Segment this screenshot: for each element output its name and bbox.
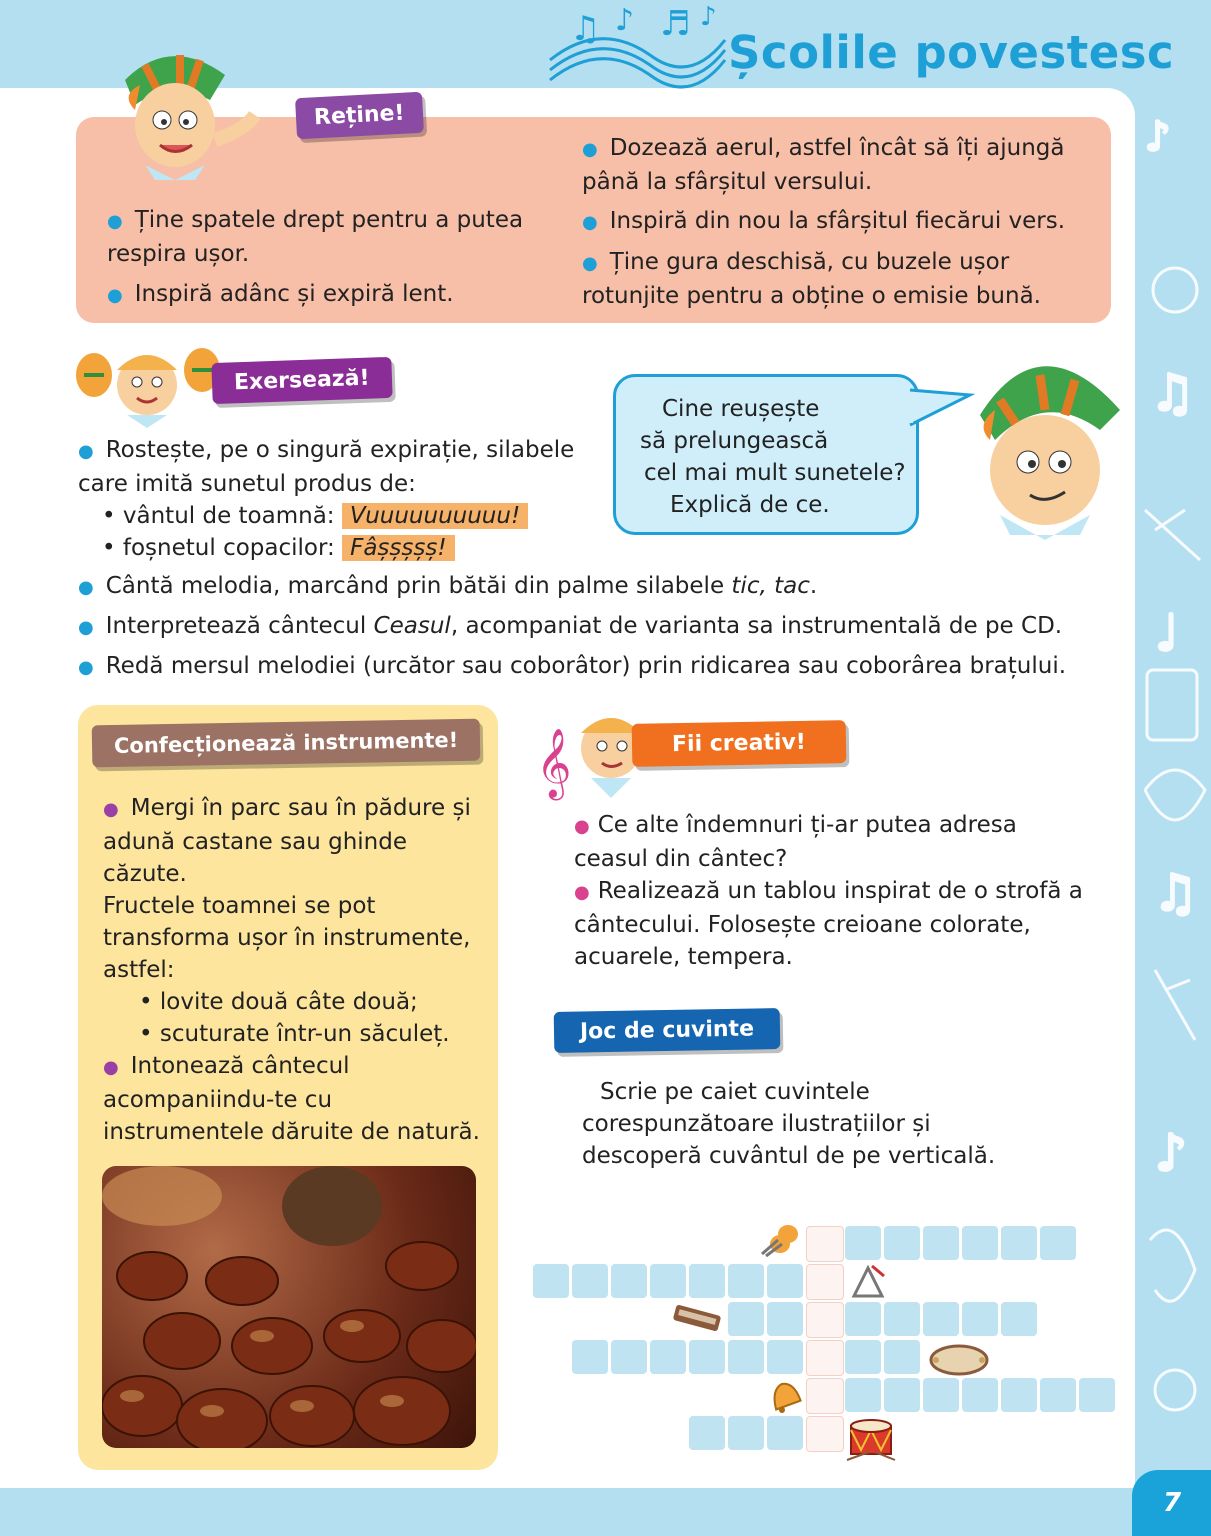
retine-right-list bbox=[582, 132, 1082, 312]
bell-icon bbox=[764, 1376, 804, 1416]
creativ-text bbox=[574, 809, 1094, 973]
drum-icon bbox=[845, 1414, 897, 1462]
retine-tag: Reține! bbox=[295, 92, 424, 140]
item-text: Cântă melodia, marcând prin bătăi din palme silabele bbox=[105, 573, 732, 599]
retine-right-item: ● Inspiră din nou la sfârșitul fiecărui vers. bbox=[582, 205, 1082, 239]
confectioneaza-p2: Fructele toamnei se pot transforma ușor în instrumente, astfel: bbox=[103, 893, 471, 983]
chestnuts-photo bbox=[102, 1166, 476, 1448]
speech-bubble bbox=[613, 374, 919, 535]
creativ-q2: ● Realizează un tablou inspirat de o strofă a cântecului. Folosește creioane colorate, acuarele, tempera. bbox=[574, 875, 1094, 973]
joc-line: corespunzătoare ilustrațiilor și bbox=[582, 1111, 931, 1137]
tambourine-icon bbox=[928, 1342, 990, 1378]
retine-left-list bbox=[107, 204, 537, 312]
joc-line: Scrie pe caiet cuvintele bbox=[600, 1079, 870, 1105]
exerseaza-intro: ● Rostește, pe o singură expirație, silabele care imită sunetul produs de: • vântul de toamnă: Vuuuuuuuuuu! • foșnetul copacilor: Fâșșșșș! bbox=[78, 434, 598, 564]
joc-tag: Joc de cuvinte bbox=[554, 1008, 781, 1053]
svg-text:𝄞: 𝄞 bbox=[536, 728, 572, 798]
exerseaza-item bbox=[78, 570, 1118, 604]
svg-text:♪: ♪ bbox=[1145, 114, 1171, 160]
sub-label: vântul de toamnă: bbox=[122, 503, 335, 529]
doodle-instruments-icon bbox=[1135, 90, 1211, 1470]
svg-text:♫: ♫ bbox=[1150, 364, 1195, 422]
item-text: . bbox=[809, 573, 818, 599]
item-text: Interpretează cântecul bbox=[105, 613, 374, 639]
svg-text:♪: ♪ bbox=[1155, 1124, 1187, 1182]
confectioneaza-text bbox=[103, 792, 483, 1148]
sub-label: foșnetul copacilor: bbox=[122, 535, 335, 561]
confectioneaza-p1: ● Mergi în parc sau în pădure și adună castane sau ghinde căzute. bbox=[103, 792, 483, 890]
boy-character-icon bbox=[100, 40, 260, 180]
chestnuts-image bbox=[102, 1166, 476, 1448]
confectioneaza-sub: • lovite două câte două; bbox=[139, 989, 418, 1015]
item-italic: tic, tac bbox=[731, 573, 810, 599]
retine-right-item: ● Dozează aerul, astfel încât să îți ajungă până la sfârșitul versului. bbox=[582, 132, 1082, 198]
exerseaza-tag: Exersează! bbox=[211, 357, 392, 404]
exerseaza-item bbox=[78, 610, 1118, 644]
item-text: , acompaniat de varianta sa instrumentală de pe CD. bbox=[450, 613, 1063, 639]
boy-maracas-icon bbox=[72, 340, 222, 430]
bubble-line: să prelungească bbox=[640, 428, 829, 454]
page-title: Școlile povestesc bbox=[728, 26, 1175, 79]
exerseaza-list bbox=[78, 570, 1118, 684]
bubble-line: cel mai mult sunetele? bbox=[644, 460, 906, 486]
joc-text bbox=[582, 1076, 1062, 1172]
harmonica-icon bbox=[670, 1302, 726, 1334]
retine-left-item: ● Inspiră adânc și expiră lent. bbox=[107, 278, 537, 312]
svg-text:♫: ♫ bbox=[1153, 864, 1198, 922]
sound-highlight: Fâșșșșș! bbox=[342, 535, 454, 561]
confectioneaza-p3: ● Intonează cântecul acompaniindu-te cu instrumentele dăruite de natură. bbox=[103, 1050, 483, 1148]
joc-line: descoperă cuvântul de pe verticală. bbox=[582, 1143, 996, 1169]
bubble-line: Explică de ce. bbox=[670, 492, 830, 518]
sound-highlight: Vuuuuuuuuuu! bbox=[342, 503, 528, 529]
svg-text:♪: ♪ bbox=[615, 3, 635, 38]
boy-thinking-icon bbox=[960, 330, 1125, 540]
exerseaza-intro-line1: ● Rostește, pe o singură expirație, silabele bbox=[78, 434, 598, 468]
svg-text:♬: ♬ bbox=[660, 4, 691, 44]
svg-text:♩: ♩ bbox=[1155, 604, 1179, 662]
exerseaza-item: ● Redă mersul melodiei (urcător sau coborâtor) prin ridicarea sau coborârea brațului. bbox=[78, 650, 1118, 684]
item-italic: Ceasul bbox=[373, 613, 451, 639]
retine-left-item: ● Ține spatele drept pentru a putea respira ușor. bbox=[107, 204, 537, 270]
confectioneaza-tag: Confecționează instrumente! bbox=[92, 719, 481, 768]
confectioneaza-sub: • scuturate într-un săculeț. bbox=[139, 1021, 450, 1047]
maracas-icon bbox=[758, 1222, 802, 1258]
music-notes-icon bbox=[540, 0, 730, 105]
svg-text:♫: ♫ bbox=[570, 9, 601, 49]
exerseaza-intro-line2: care imită sunetul produs de: bbox=[78, 471, 416, 497]
creativ-tag: Fii creativ! bbox=[632, 720, 847, 767]
creativ-q1: ● Ce alte îndemnuri ți-ar putea adresa ceasul din cântec? bbox=[574, 809, 1094, 875]
triangle-icon bbox=[848, 1262, 888, 1300]
svg-text:♪: ♪ bbox=[700, 2, 717, 32]
bubble-line: Cine reușește bbox=[662, 396, 820, 422]
retine-right-item: ● Ține gura deschisă, cu buzele ușor rotunjite pentru a obține o emisie bună. bbox=[582, 246, 1082, 312]
page-number: 7 bbox=[1132, 1470, 1211, 1536]
